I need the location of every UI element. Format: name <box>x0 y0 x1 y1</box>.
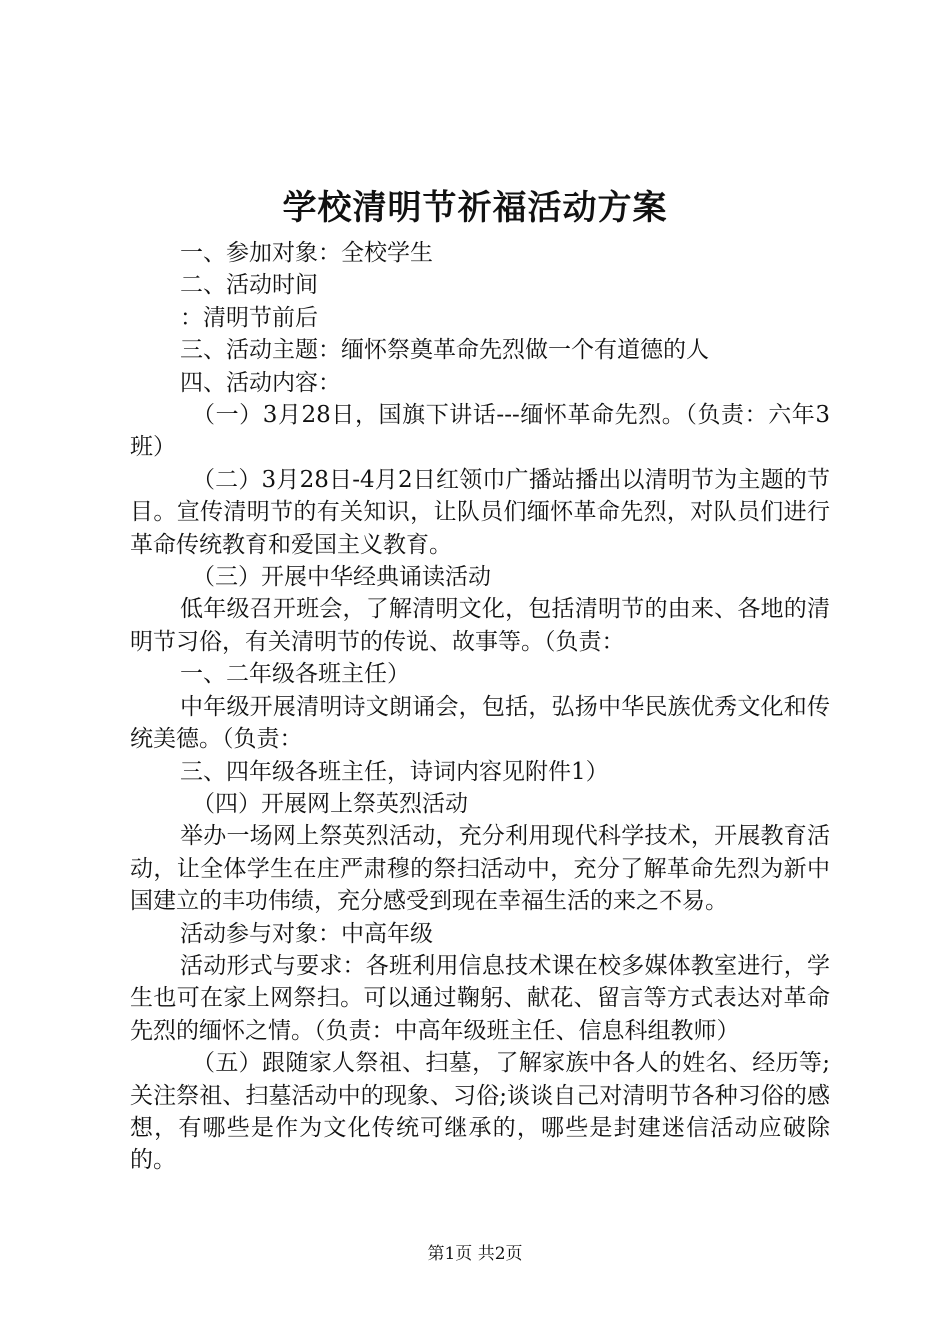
paragraph-time-value: ：清明节前后 <box>180 304 318 331</box>
paragraph-theme: 三、活动主题：缅怀祭奠革命先烈做一个有道德的人 <box>180 337 709 364</box>
document-title: 学校清明节祈福活动方案 <box>282 188 668 228</box>
paragraph-item-3-low-grade-owner: 一、二年级各班主任） <box>180 661 410 688</box>
paragraph-item-3-heading: （三）开展中华经典诵读活动 <box>192 564 491 591</box>
paragraph-item-5: （五）跟随家人祭祖、扫墓，了解家族中各人的姓名、经历等;关注祭祖、扫墓活动中的现象、习俗;谈谈自己对清明节各种习俗的感想，有哪些是作为文化传统可继承的，哪些是封建迷信活动应破除的。 <box>130 1050 830 1174</box>
paragraph-item-3-mid-grade: 中年级开展清明诗文朗诵会，包括，弘扬中华民族优秀文化和传统美德。（负责： <box>130 693 830 753</box>
paragraph-content-heading: 四、活动内容： <box>180 369 341 396</box>
paragraph-item-1: （一）3月28日，国旗下讲话---缅怀革命先烈。（负责：六年3班） <box>130 402 830 461</box>
paragraph-item-4-heading: （四）开展网上祭英烈活动 <box>192 790 468 817</box>
paragraph-item-4-requirements: 活动形式与要求：各班利用信息技术课在校多媒体教室进行，学生也可在家上网祭扫。可以通过鞠躬、献花、留言等方式表达对革命先烈的缅怀之情。（负责：中高年级班主任、信息科组教师） <box>130 952 830 1044</box>
paragraph-participants: 一、参加对象：全校学生 <box>180 240 433 266</box>
paragraph-item-4-description: 举办一场网上祭英烈活动，充分利用现代科学技术，开展教育活动，让全体学生在庄严肃穆的祭扫活动中，充分了解革命先烈为新中国建立的丰功伟绩，充分感受到现在幸福生活的来之不易。 <box>130 823 830 915</box>
paragraph-item-4-audience: 活动参与对象：中高年级 <box>180 920 433 947</box>
paragraph-item-3-low-grade: 低年级召开班会，了解清明文化，包括清明节的由来、各地的清明节习俗，有关清明节的传说、故事等。（负责： <box>130 596 830 655</box>
paragraph-item-2: （二）3月28日-4月2日红领巾广播站播出以清明节为主题的节目。宣传清明节的有关知识，让队员们缅怀革命先烈，对队员们进行革命传统教育和爱国主义教育。 <box>130 466 830 558</box>
paragraph-item-3-mid-grade-owner: 三、四年级各班主任，诗词内容见附件1） <box>180 758 609 785</box>
document-body <box>130 237 830 1177</box>
paragraph-time-heading: 二、活动时间 <box>180 272 318 299</box>
page-number-footer: 第1页 共2页 <box>427 1244 523 1264</box>
